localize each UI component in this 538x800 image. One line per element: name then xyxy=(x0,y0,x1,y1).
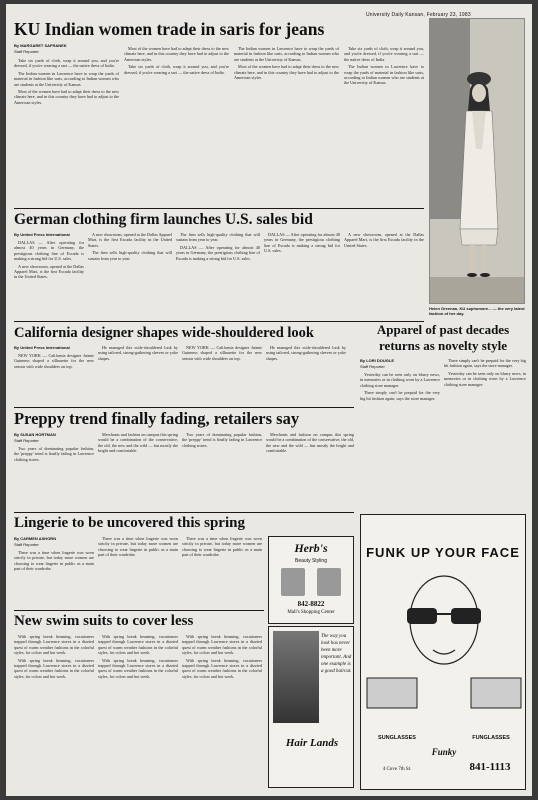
article7-paragraph: With spring break beaming, vacationers trapped through Lawrence stores in a dizzied quest of warm weather fashions in the colorful styles, for colors and hot week. xyxy=(182,634,262,656)
article3-paragraph: NEW YORK — California designer Jaimie Guinness shaped a silhouette for the new season with wide shoulders on top. xyxy=(182,345,262,361)
article7-column1 xyxy=(14,634,94,789)
headline-swim-suits: New swim suits to cover less xyxy=(14,613,194,629)
headline-california-designer: California designer shapes wide-shouldered look xyxy=(14,325,314,341)
article2-paragraph: The firm sells high-quality clothing that will sustain from year to year. xyxy=(88,250,172,261)
article3-paragraph: He managed this wide-shouldered look by using tailored, strong-gathering sleeves or yoke shapes. xyxy=(266,345,346,361)
article2-column4 xyxy=(264,232,340,320)
portrait-icon xyxy=(317,568,341,596)
article6-paragraph: There was a time when lingerie was worn strictly in private, but today more women are choosing to wear lingerie in public as a main part of their wardrobe. xyxy=(14,550,94,572)
byline-article6-role: Staff Reporter xyxy=(14,542,39,547)
funk-ad-store: Funky xyxy=(431,747,457,757)
byline-article5-name: By SUSAN HORTMAN xyxy=(14,432,56,437)
newspaper-page xyxy=(6,4,532,796)
article4-column2 xyxy=(444,358,526,512)
funk-ad-address: 4 Cove 7th St. xyxy=(382,767,412,772)
funk-ad-headline: FUNK UP YOUR FACE xyxy=(366,545,520,560)
article5-column4 xyxy=(266,432,354,510)
woman-figure-illustration xyxy=(430,19,525,304)
article7-paragraph: With spring break beaming, vacationers trapped through Lawrence stores in a dizzied quest of warm weather fashions in the colorful styles, for colors and hot week. xyxy=(98,657,178,679)
article1-column3 xyxy=(234,46,339,207)
byline-article1 xyxy=(14,43,119,55)
byline-article6 xyxy=(14,536,94,548)
article1-paragraph: Take six yards of cloth, wrap it around you, and you're dressed, if you're wearing a sari — the native dress of India. xyxy=(14,58,119,69)
article3-column2 xyxy=(98,345,178,405)
article5-paragraph: Two years of dominating popular fashion, the 'preppy' trend is finally fading in Lawrence clothing stores. xyxy=(182,432,262,448)
article6-paragraph: There was a time when lingerie was worn strictly in private, but today more women are choosing to wear lingerie in public as a main part of their wardrobe. xyxy=(98,536,178,558)
article7-column3 xyxy=(182,634,262,789)
herbs-advertisement xyxy=(268,536,354,624)
article4-paragraph: There simply can't be prepaid for the very big hit fashion again, says the store manager. xyxy=(360,390,440,401)
herbs-ad-name: Herb's xyxy=(294,541,328,555)
article7-paragraph: With spring break beaming, vacationers trapped through Lawrence stores in a dizzied quest of warm weather fashions in the colorful styles, for colors and hot week. xyxy=(98,634,178,656)
herbs-ad-portraits xyxy=(275,568,347,596)
funk-ad-phone: 841-1113 xyxy=(469,761,511,773)
article2-paragraph: A new showroom, opened at the Dallas Apparel Mart, is the first Escada facility in the United States. xyxy=(14,263,84,280)
hair-ad-model-photo xyxy=(273,631,319,723)
headline-indian-women: KU Indian women trade in saris for jeans xyxy=(14,19,325,39)
article1-paragraph: Take six yards of cloth, wrap it around you, and you're dressed, if you're wearing a sari — the native dress of India. xyxy=(344,46,424,62)
article7-paragraph: With spring break beaming, vacationers trapped through Lawrence stores in a dizzied quest of warm weather fashions in the colorful styles, for colors and hot week. xyxy=(14,657,94,679)
article2-column1 xyxy=(14,240,84,320)
article2-paragraph: DALLAS — After operating for almost 40 years in Germany, the prestigious clothing line of Escada is making a strong bid for U.S. sales. xyxy=(264,232,340,254)
article1-paragraph: The Indian women in Lawrence have to wrap the yards of material in fashion like saris, according to Indian women who are students at the University of Kansas. xyxy=(344,64,424,86)
hair-ad-brand: Hair Lands xyxy=(285,737,339,749)
article6-column2 xyxy=(98,536,178,608)
article1-paragraph: The Indian women in Lawrence have to wrap the yards of material in fashion like saris, according to Indian women who are students at the University of Kansas. xyxy=(14,70,119,87)
herbs-ad-tagline: Beauty Styling xyxy=(295,558,327,564)
article6-column1 xyxy=(14,550,94,608)
article3-paragraph: He managed this wide-shouldered look by using tailored, strong-gathering sleeves or yoke shapes. xyxy=(98,345,178,361)
article1-paragraph: Take six yards of cloth, wrap it around you, and you're dressed, if you're wearing a sari — the native dress of India. xyxy=(124,64,229,75)
article4-paragraph: Yesterday can be seen only on blurry news, in memories or in clothing worn by a Lawrence clothing store manager. xyxy=(444,370,526,387)
byline-article2: By United Press International xyxy=(14,232,70,237)
byline-article6-name: By CARMEN ASHORN xyxy=(14,536,57,541)
article5-column2 xyxy=(98,432,178,510)
article4-paragraph: There simply can't be prepaid for the very big hit fashion again, says the store manager. xyxy=(444,358,526,369)
portrait-icon xyxy=(281,568,305,596)
funk-ad-left-label: SUNGLASSES xyxy=(378,735,416,741)
funk-ad-right-label: FUNGLASSES xyxy=(472,735,510,741)
section-rule xyxy=(14,208,424,209)
article7-paragraph: With spring break beaming, vacationers trapped through Lawrence stores in a dizzied quest of warm weather fashions in the colorful styles, for colors and hot week. xyxy=(14,634,94,656)
photo-caption: Helen Greenan, KU sophomore... — the very latest fashion of her day. xyxy=(429,306,525,316)
article3-column4 xyxy=(266,345,346,405)
article1-paragraph: The Indian women in Lawrence have to wrap the yards of material in fashion like saris, according to Indian women who are students at the University of Kansas. xyxy=(234,46,339,62)
article3-column3 xyxy=(182,345,262,405)
article2-paragraph: A new showroom, opened at the Dallas Apparel Mart, is the first Escada facility in the United States. xyxy=(88,232,172,248)
article1-column1 xyxy=(14,58,119,207)
byline-article4-name: By LORI DOUGLE xyxy=(360,358,395,363)
article5-paragraph: Merchants and fashion on campus this spring would be a combination of the conservative, the old, the new and the wild — but mostly the bright and comfortable. xyxy=(266,432,354,454)
funk-ad-illustration xyxy=(361,560,526,730)
article2-paragraph: DALLAS — After operating for almost 40 years in Germany, the prestigious clothing line of Escada is making a strong bid for U.S. sales. xyxy=(176,244,260,261)
article1-paragraph: Most of the women have had to adapt their dress to the new climate here, and in this country they have had to adjust to the American styles. xyxy=(14,89,119,105)
article5-paragraph: Merchants and fashion on campus this spring would be a combination of the conservative, the old, the new and the wild — but mostly the bright and comfortable. xyxy=(98,432,178,454)
article2-column3 xyxy=(176,232,260,320)
byline-article1-role: Staff Reporter xyxy=(14,49,39,54)
article1-column2 xyxy=(124,46,229,207)
headline-apparel-text: Apparel of past decades returns as novelty style xyxy=(376,322,510,353)
article2-paragraph: A new showroom, opened at the Dallas Apparel Mart, is the first Escada facility in the United States. xyxy=(344,232,424,248)
article7-column2 xyxy=(98,634,178,789)
article2-paragraph: The firm sells high-quality clothing that will sustain from year to year. xyxy=(176,232,260,243)
article5-column3 xyxy=(182,432,262,510)
article6-paragraph: There was a time when lingerie was worn strictly in private, but today more women are choosing to wear lingerie in public as a main part of their wardrobe. xyxy=(182,536,262,558)
byline-article4-role: Staff Reporter xyxy=(360,364,385,369)
headline-preppy-trend: Preppy trend finally fading, retailers say xyxy=(14,409,300,428)
article5-column1 xyxy=(14,446,94,510)
byline-article5-role: Staff Reporter xyxy=(14,438,39,443)
article4-paragraph: Yesterday can be seen only on blurry news, in memories or in clothing worn by a Lawrence clothing store manager. xyxy=(360,372,440,388)
article1-paragraph: Most of the women have had to adapt their dress to the new climate here, and in this country they have had to adjust to the American styles. xyxy=(124,46,229,62)
article7-paragraph: With spring break beaming, vacationers trapped through Lawrence stores in a dizzied quest of warm weather fashions in the colorful styles, for colors and hot week. xyxy=(182,657,262,679)
article1-paragraph: Most of the women have had to adapt their dress to the new climate here, and in this country they have had to adjust to the American styles. xyxy=(234,64,339,81)
article4-column1 xyxy=(360,372,440,512)
article3-paragraph: NEW YORK — California designer Jaimie Guinness shaped a silhouette for the new season with wide shoulders on top. xyxy=(14,353,94,369)
byline-article3: By United Press International xyxy=(14,345,70,350)
article2-paragraph: DALLAS — After operating for almost 40 years in Germany, the prestigious clothing line of Escada is making a strong bid for U.S. sales. xyxy=(14,240,84,262)
headline-lingerie: Lingerie to be uncovered this spring xyxy=(14,515,245,531)
herbs-ad-phone: 842-8822 xyxy=(297,600,325,608)
article3-column1 xyxy=(14,353,94,405)
headline-apparel-past-decades xyxy=(360,322,526,354)
article1-column4 xyxy=(344,46,424,207)
byline-article1-name: By MARGARET SAFRANEK xyxy=(14,43,67,48)
herbs-ad-location: Mall's Shopping Center xyxy=(287,610,335,615)
byline-article4 xyxy=(360,358,440,370)
byline-article5 xyxy=(14,432,94,444)
article6-column3 xyxy=(182,536,262,608)
hair-ad-quote: The way you look has never been more important. And one example is a good haircut. xyxy=(321,634,352,674)
article2-column2 xyxy=(88,232,172,320)
headline-german-clothing: German clothing firm launches U.S. sales bid xyxy=(14,211,313,228)
article2-column5 xyxy=(344,232,424,320)
hair-advertisement xyxy=(268,626,354,788)
article5-paragraph: Two years of dominating popular fashion, the 'preppy' trend is finally fading in Lawrence clothing stores. xyxy=(14,446,94,462)
funk-up-your-face-advertisement xyxy=(360,514,526,790)
vintage-woman-photo xyxy=(429,18,525,304)
page-folio: University Daily Kansan, February 23, 1983 xyxy=(366,12,471,18)
